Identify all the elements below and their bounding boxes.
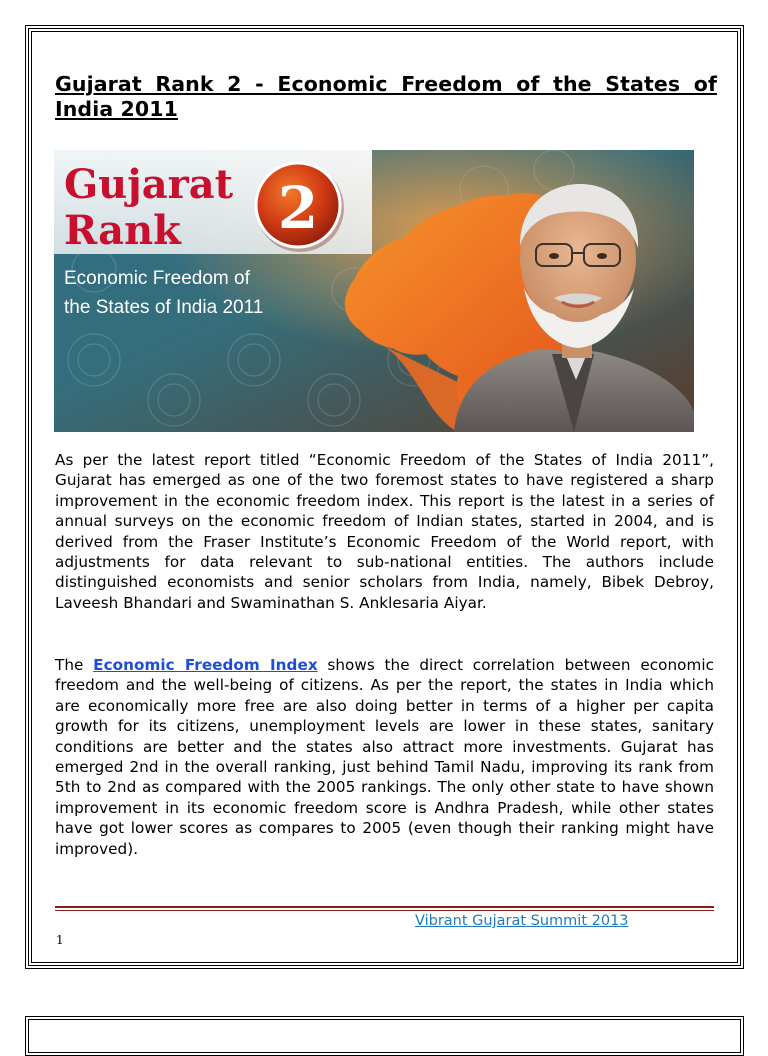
paragraph-2-prefix: The [55,656,94,674]
economic-freedom-index-link[interactable]: Economic Freedom Index [93,656,318,674]
banner-image [54,150,694,432]
rank-number: 2 [277,174,319,242]
page-title: Gujarat Rank 2 - Economic Freedom of the States of India 2011 [55,72,717,121]
footer-link[interactable]: Vibrant Gujarat Summit 2013 [415,913,629,929]
footer-divider [55,906,714,908]
banner-heading-line2: Rank [64,207,181,254]
body-paragraph-1: As per the latest report titled “Economic Freedom of the States of India 2011”, Gujarat has emerged as one of the two foremost states to have registered a sharp improvement in the economic freedom index. This report is the latest in a series of annual surveys on the economic freedom of Indian states, started in 2004, and is derived from the Fraser Institute’s Economic Freedom of the World report, with adjustments for data relevant to sub-national entities. The authors include distinguished economists and senior scholars from India, namely, Bibek Debroy, Laveesh Bhandari and Swaminathan S. Anklesaria Aiyar. [55,451,714,612]
banner-subtitle-line2: the States of India 2011 [64,297,264,318]
body-paragraph-2 [55,655,714,859]
banner-heading-line1: Gujarat [64,161,234,208]
page-number: 1 [56,933,64,947]
next-page-border [25,1016,744,1056]
paragraph-2-body: shows the direct correlation between economic freedom and the well-being of citizens. As per the report, the states in India which are economically more free are also doing better in terms of a higher per capita growth for its citizens, unemployment levels are lower in these states, sanitary conditions are better and the states also attract more investments. Gujarat has emerged 2nd in the overall ranking, just behind Tamil Nadu, improving its rank from 5th to 2nd as compared with the 2005 rankings. The only other state to have shown improvement in its economic freedom score is Andhra Pradesh, while other states have got lower scores as compares to 2005 (even though their ranking might have improved). [55,656,714,858]
footer-divider-thin [55,910,714,911]
banner-subtitle-line1: Economic Freedom of [64,268,250,289]
